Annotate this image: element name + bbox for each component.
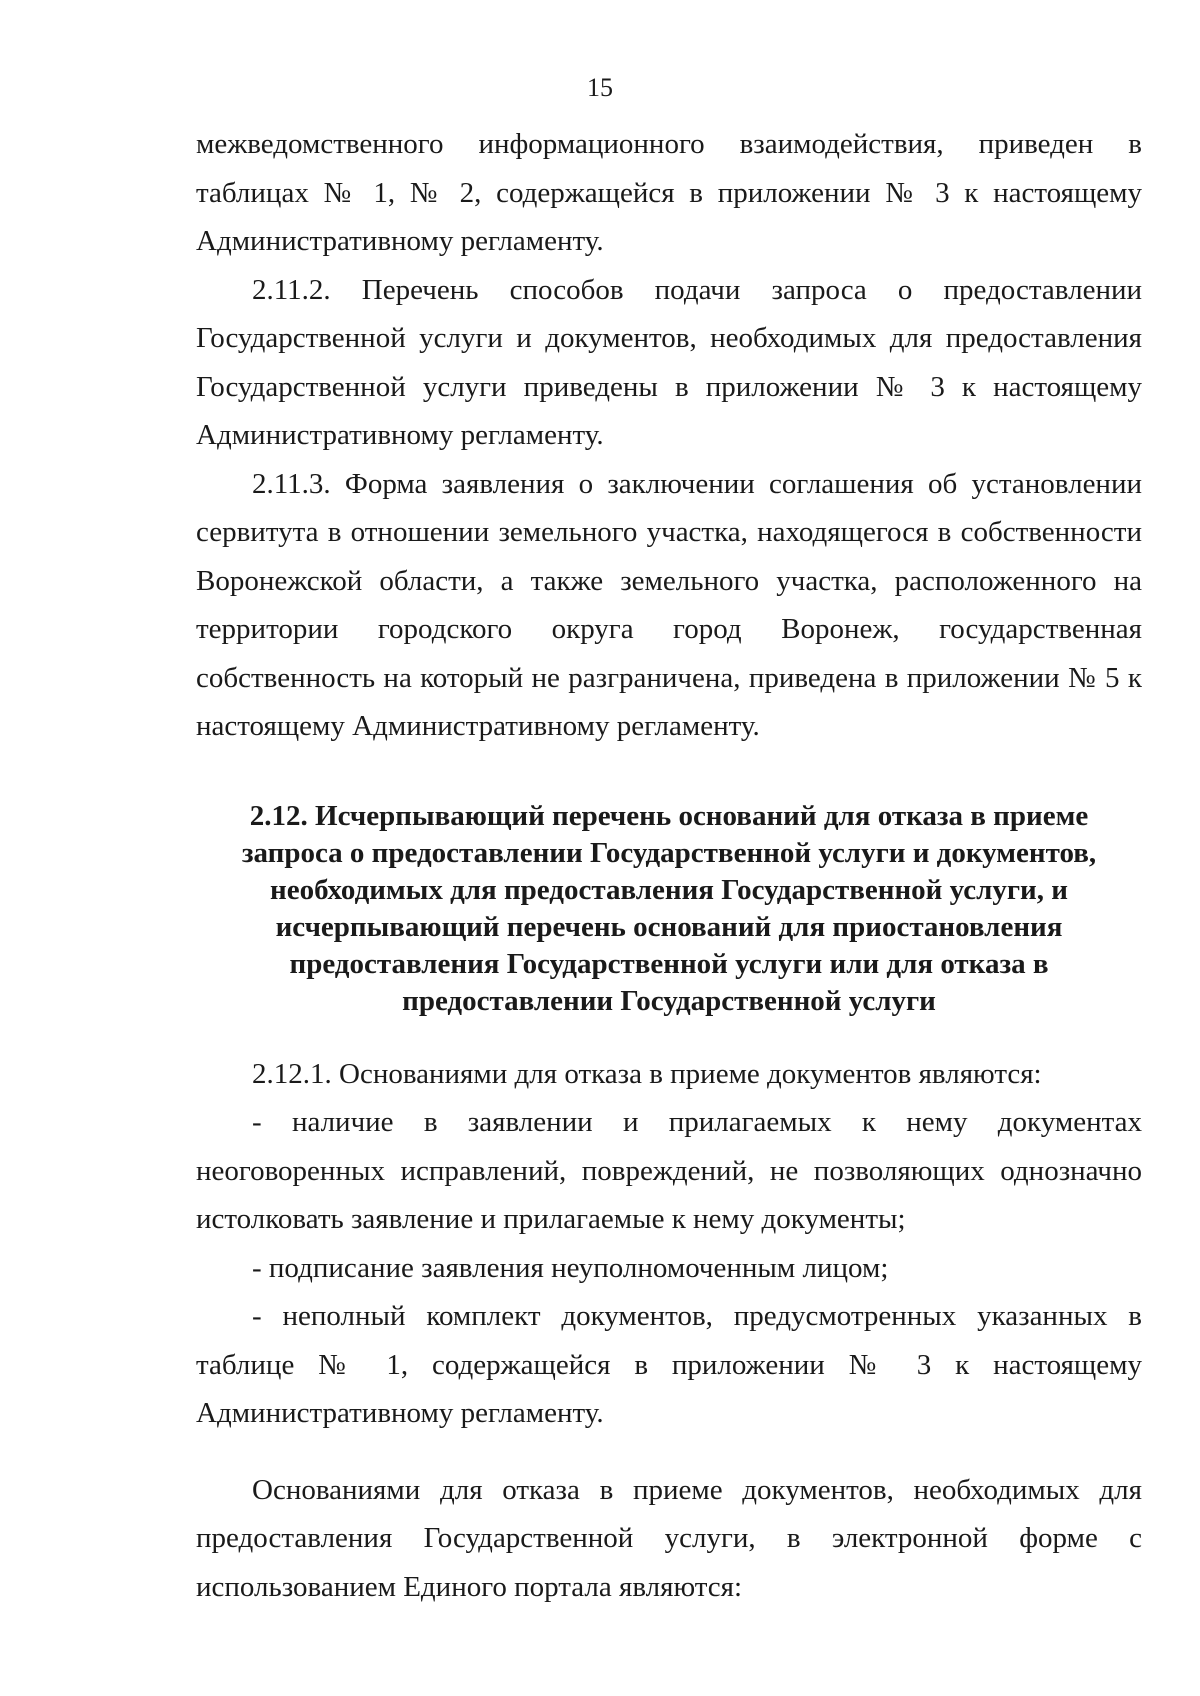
heading-line: запроса о предоставлении Государственной услуги и документов,: [241, 836, 1097, 869]
section-heading-2-12: [196, 798, 1142, 1020]
paragraph-2-11-2: 2.11.2. Перечень способов подачи запроса о предоставлении Государственной услуги и документов, необходимых для предоставления Государственной услуги приведены в приложении № 3 к настоящему Административному регламенту.: [196, 273, 1142, 451]
spacer: [196, 1438, 1142, 1466]
paragraph-2-12-1: 2.12.1. Основаниями для отказа в приеме документов являются:: [252, 1057, 1042, 1090]
heading-line: 2.12. Исчерпывающий перечень оснований для отказа в приеме: [249, 799, 1089, 832]
page-number: 15: [587, 73, 613, 102]
spacer: [196, 1020, 1142, 1050]
heading-line: предоставления Государственной услуги или для отказа в: [289, 947, 1049, 980]
paragraph-electronic-refusal: Основаниями для отказа в приеме документов, необходимых для предоставления Государственной услуги, в электронной форме с использованием Единого портала являются:: [196, 1473, 1142, 1603]
document-body: [196, 120, 1142, 1611]
paragraph-2-11-3: 2.11.3. Форма заявления о заключении соглашения об установлении сервитута в отношении земельного участка, находящегося в собственности Воронежской области, а также земельного участка, расположенного на территории городского округа город Воронеж, государственная собственность на который не разграничена, приведена в приложении № 5 к настоящему Административному регламенту.: [196, 467, 1142, 742]
heading-line: предоставлении Государственной услуги: [402, 984, 936, 1017]
list-item-unauthorized-signature: - подписание заявления неуполномоченным лицом;: [252, 1251, 889, 1284]
list-item-incomplete-set: - неполный комплект документов, предусмотренных указанных в таблице № 1, содержащейся в приложении № 3 к настоящему Административному регламенту.: [196, 1300, 1142, 1429]
heading-line: необходимых для предоставления Государственной услуги, и: [270, 873, 1068, 906]
spacer: [196, 751, 1142, 798]
list-item-corrections: - наличие в заявлении и прилагаемых к нему документах неоговоренных исправлений, повреждений, не позволяющих однозначно истолковать заявление и прилагаемые к нему документы;: [196, 1106, 1142, 1235]
heading-line: исчерпывающий перечень оснований для приостановления: [275, 910, 1063, 943]
paragraph-continuation: межведомственного информационного взаимодействия, приведен в таблицах № 1, № 2, содержащейся в приложении № 3 к настоящему Административному регламенту.: [196, 128, 1142, 257]
